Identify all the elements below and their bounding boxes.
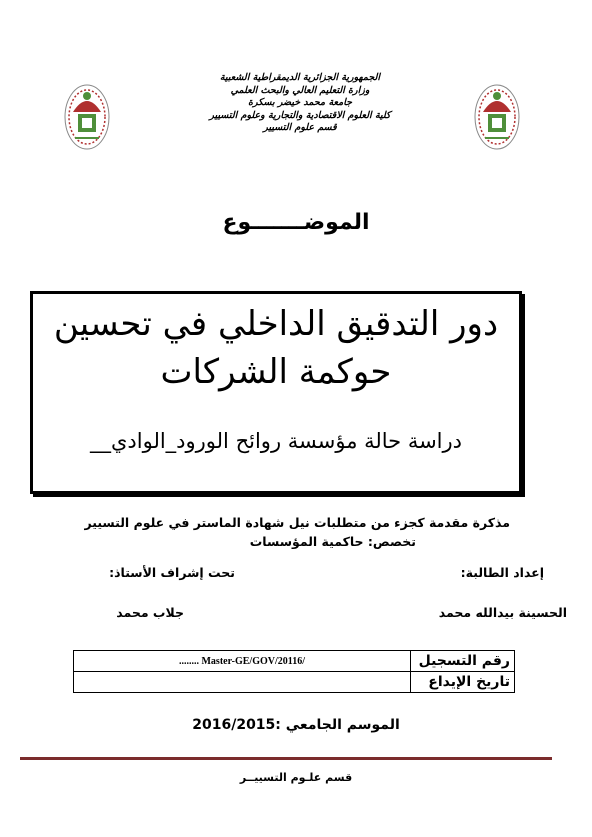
table-row	[74, 651, 515, 672]
header-line: قسم علوم التسيير	[263, 122, 337, 133]
supervisor-label: تحت إشراف الأستاذ:	[109, 565, 235, 580]
header-line: وزارة التعليم العالي والبحث العلمي	[230, 84, 370, 96]
university-logo-right	[473, 82, 521, 152]
subject-heading: الموضـــــــوع	[222, 210, 370, 235]
header-line: كلية العلوم الاقتصادية والتجارية وعلوم التسيير	[209, 109, 391, 121]
deposit-date-label: تاريخ الإيداع	[411, 672, 515, 693]
registration-number-value: /Master-GE/GOV/20116 ........	[74, 651, 411, 672]
registration-table	[73, 650, 515, 693]
header-line: جامعة محمد خيضر بسكرة	[248, 97, 352, 108]
title-box	[30, 291, 522, 494]
university-logo-left	[63, 82, 111, 152]
thesis-title-line2: حوكمة الشركات	[160, 352, 392, 392]
institution-header	[150, 72, 450, 135]
table-row	[74, 672, 515, 693]
supervisor-name: جلاب محمد	[116, 605, 184, 620]
student-label: إعداد الطالبة:	[460, 565, 544, 580]
header-line: الجمهورية الجزائرية الديمقراطية الشعبية	[219, 72, 381, 83]
thesis-title-line1: دور التدقيق الداخلي في تحسين	[53, 304, 499, 344]
footer-department: قسم علـوم التسييــر	[239, 771, 353, 784]
case-study-subtitle: دراسة حالة مؤسسة روائح الورود_الوادي__	[89, 429, 463, 453]
footer-rule	[20, 757, 552, 760]
specialty: تخصص: حاكمية المؤسسات	[249, 534, 416, 549]
deposit-date-value	[74, 672, 411, 693]
memo-description: مذكرة مقدمة كجزء من متطلبات نيل شهادة الماستر في علوم التسيير	[84, 515, 510, 530]
student-name: الحسينة بيدالله محمد	[438, 605, 567, 620]
academic-year: الموسم الجامعي :2016/2015	[192, 717, 400, 733]
registration-number-label: رقم التسجيل	[411, 651, 515, 672]
